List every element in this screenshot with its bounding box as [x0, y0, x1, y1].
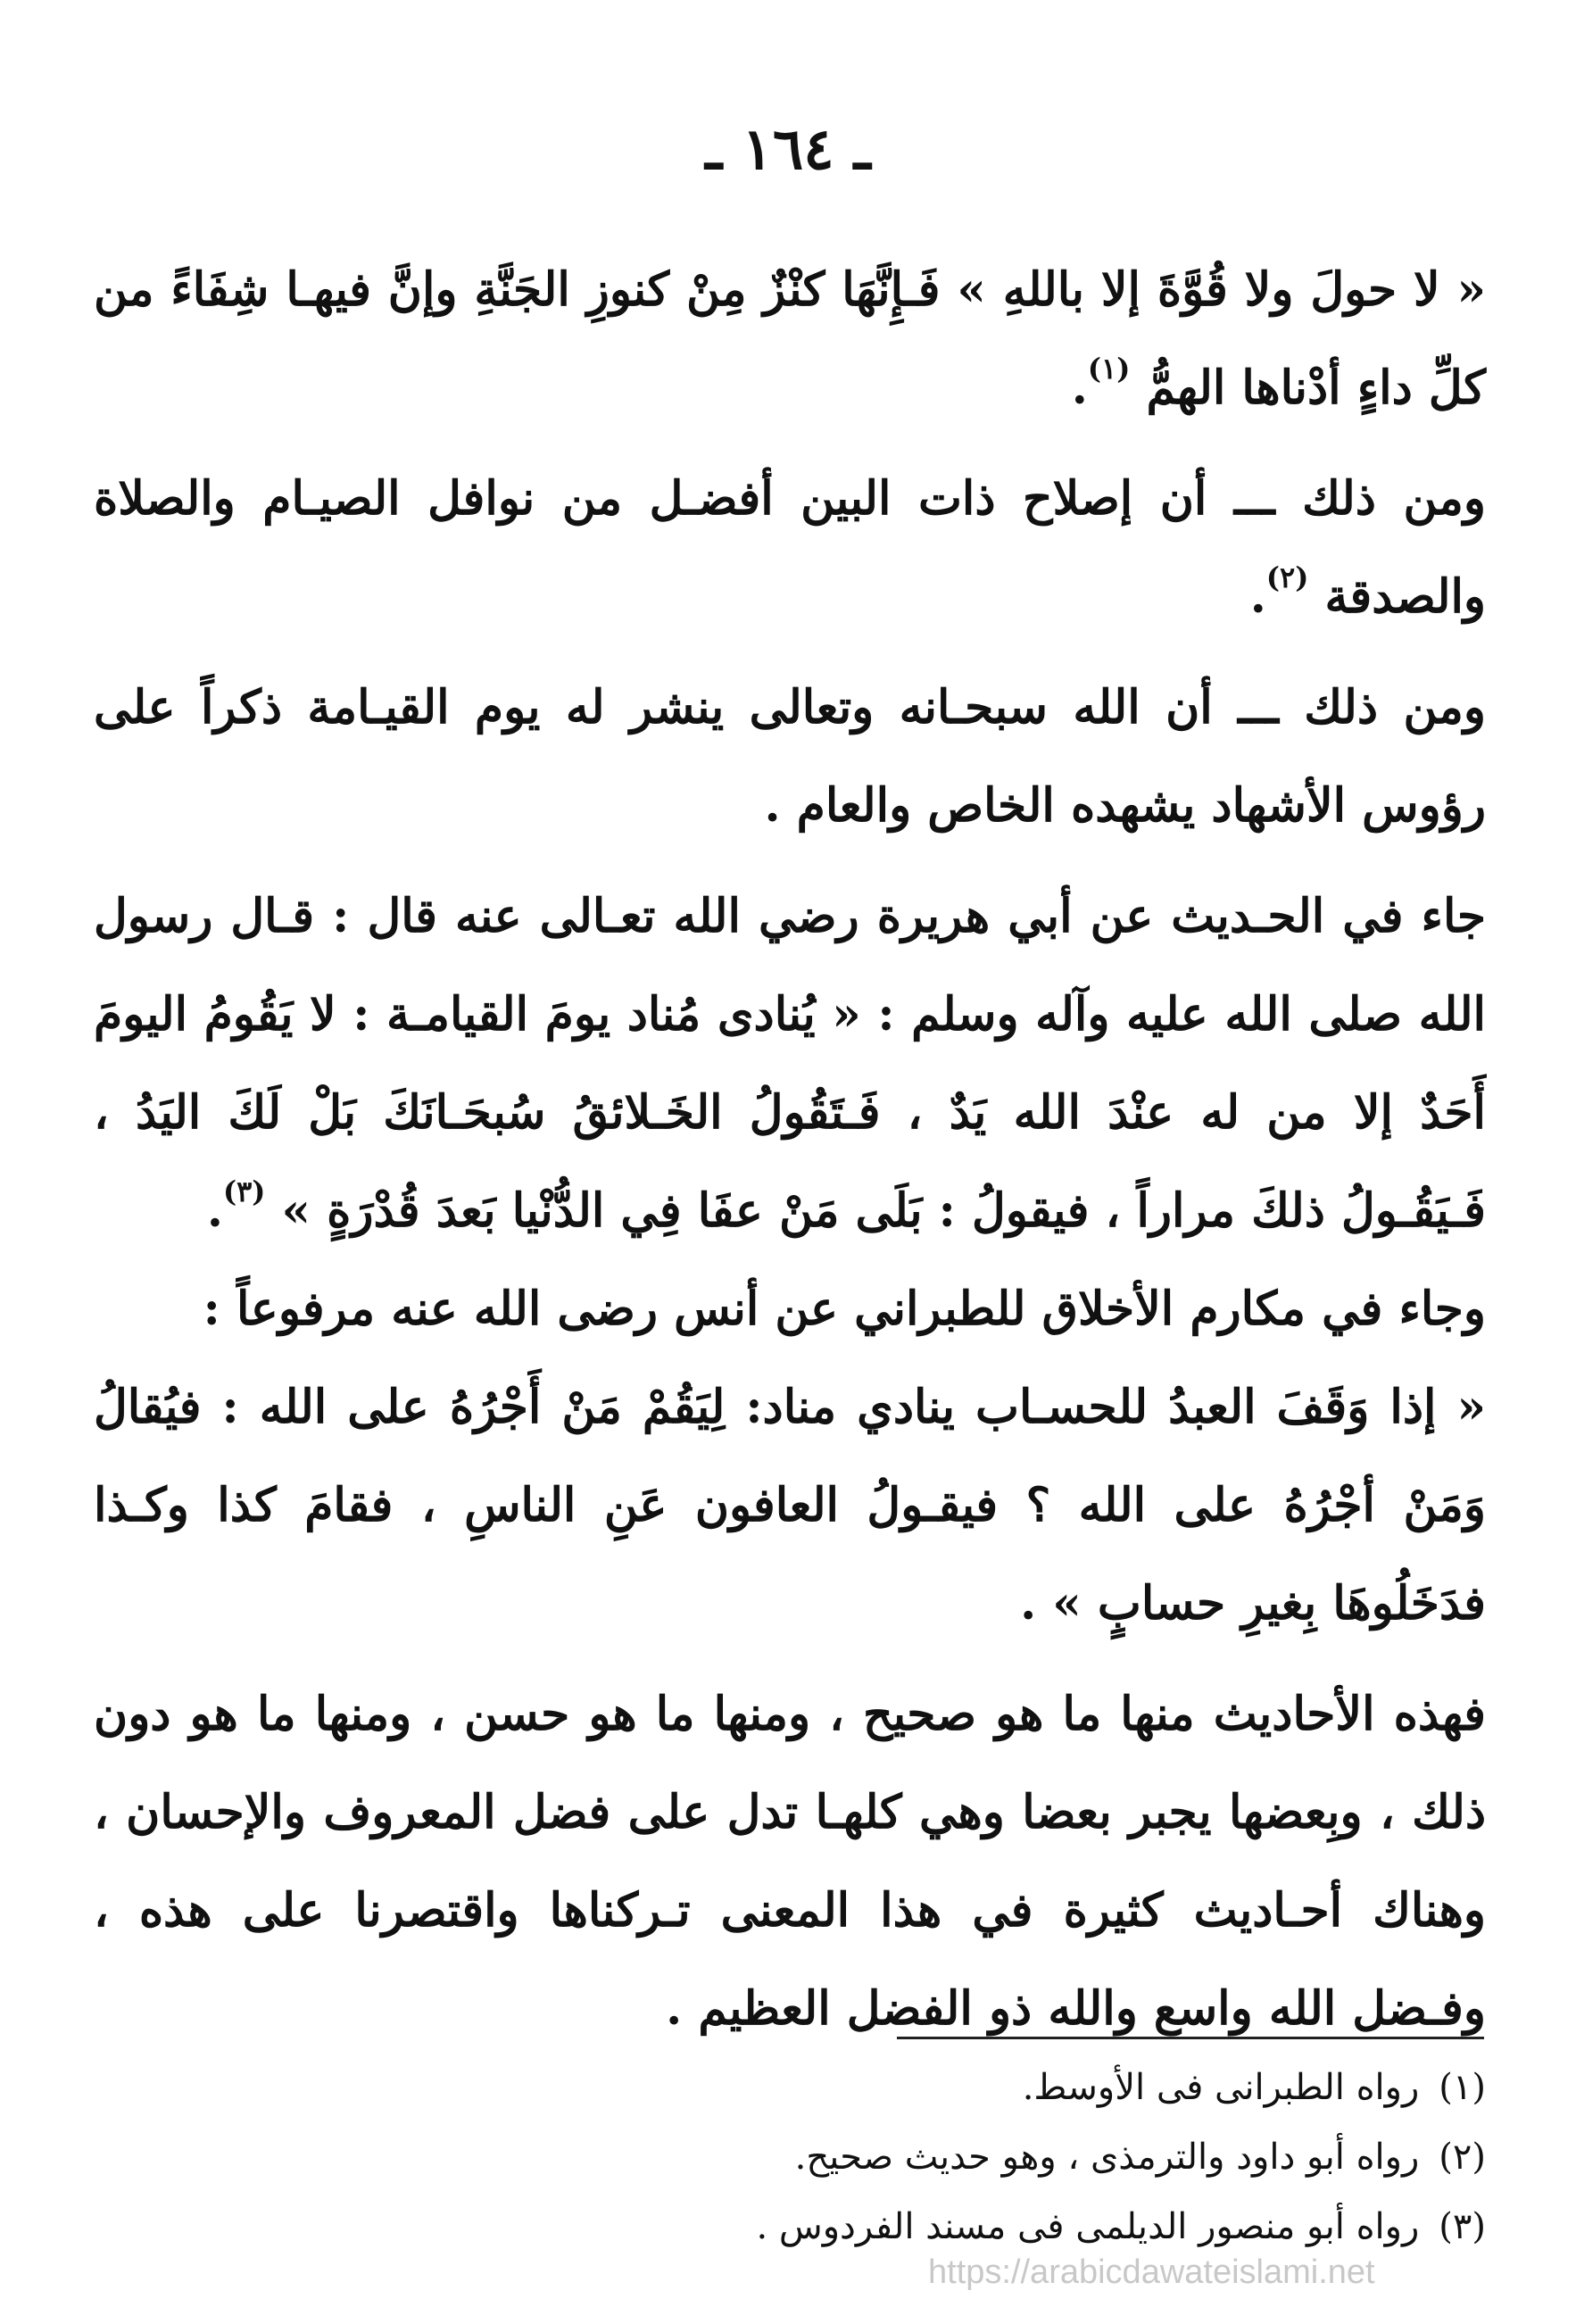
- watermark: https://arabicdawateislami.net: [928, 2253, 1375, 2291]
- footnote-text: رواه أبو داود والترمذى ، وهو حديث صحيح.: [794, 2137, 1420, 2178]
- footnote-text: رواه أبو منصور الديلمى فى مسند الفردوس .: [756, 2206, 1420, 2247]
- footnote-text: رواه الطبرانى فى الأوسط.: [1022, 2067, 1420, 2108]
- paragraph-hadith-alafun: « إذا وَقَفَ العبدُ للحسـاب ينادي مناد: لِيَقُمْ مَنْ أَجْرُهُ على الله : فيُقالُ وَمَنْ أجْرُهُ على الله ؟ فيقـولُ العافون عَنِ الناسِ ، فقامَ كذا وكـذا فدَخَلُوهَا بِغيرِ حسابٍ » .: [94, 1380, 1486, 1631]
- paragraph-islah-dhat-albayn: ومن ذلك ـــ أن إصلاح ذات البين أفضـل من نوافل الصيـام والصلاة والصدقة $^{(٢)}$.: [94, 471, 1486, 624]
- footnote-number: (٣): [1439, 2206, 1486, 2247]
- footnote-ref[interactable]: (١): [1087, 352, 1131, 386]
- main-text: [94, 241, 1486, 2058]
- footnote-3: [94, 2192, 1486, 2262]
- page-number: ـ ١٦٤ ـ: [705, 116, 871, 183]
- footnotes: [94, 2053, 1486, 2262]
- footnote-divider: [897, 2037, 1484, 2039]
- footnote-number: (٢): [1439, 2137, 1486, 2178]
- footnote-1: [94, 2053, 1486, 2122]
- footnote-2: [94, 2122, 1486, 2192]
- footnote-number: (١): [1439, 2067, 1486, 2108]
- paragraph-dhikr-ruus-alashhad: ومن ذلك ـــ أن الله سبحـانه وتعالى ينشر له يوم القيـامة ذكراً على رؤوس الأشهاد يشهده الخاص والعام .: [94, 680, 1486, 833]
- footnote-ref[interactable]: (٢): [1265, 560, 1309, 594]
- paragraph-makarim-alakhlaq: وجاء في مكارم الأخلاق للطبراني عن أنس رضى الله عنه مرفوعاً :: [203, 1282, 1486, 1336]
- footnote-ref[interactable]: (٣): [222, 1174, 266, 1208]
- paragraph-hadith-abu-hurayra: جاء في الحـديث عن أبي هريرة رضي الله تعـالى عنه قال : قـال رسول الله صلى الله عليه وآله وسلم : « يُنادى مُناد يومَ القيامـة : لا يَقُومُ اليومَ أَحَدٌ إلا من له عنْدَ الله يَدٌ ، فَـتَقُولُ الخَـلائقُ سُبحَـانَكَ بَلْ لَكَ اليَدُ ، فَـيَقُـولُ ذلكَ مراراً ، فيقولُ : بَلَى مَنْ عفَا فِي الدُّنْيا بَعدَ قُدْرَةٍ » $^{(٣)}$.: [94, 889, 1487, 1238]
- paragraph-hadith-hawqala: « لا حولَ ولا قُوَّةَ إلا باللهِ » فَـإِنَّهَا كنْزٌ مِنْ كنوزِ الجَنَّةِ وإنَّ فيهـا شِفَاءً من كلِّ داءٍ أدْناها الهمُّ $^{(١)}$.: [94, 262, 1486, 415]
- paragraph-conclusion: فهذه الأحاديث منها ما هو صحيح ، ومنها ما هو حسن ، ومنها ما هو دون ذلك ، وبِعضها يجبر بعضا وهي كلهـا تدل على فضل المعروف والإحسان ، وهناك أحـاديث كثيرة في هذا المعنى تـركناها واقتصرنا على هذه ، وفـضل الله واسع والله ذو الفضل العظيم .: [94, 1687, 1486, 2036]
